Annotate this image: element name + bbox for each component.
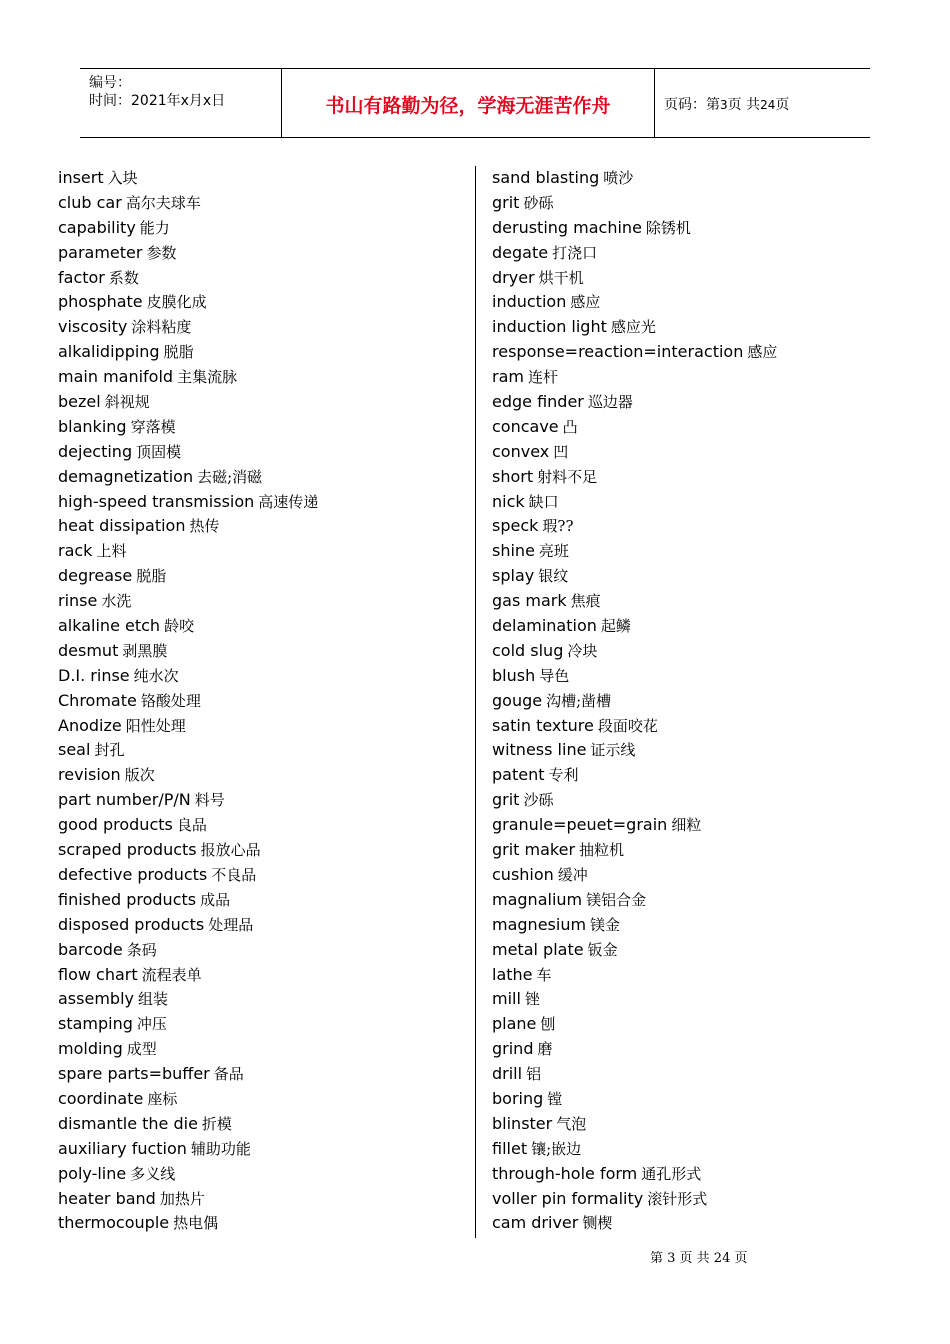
- page-total: 24: [760, 98, 776, 112]
- glossary-entry: [58, 738, 318, 763]
- term-english: plane: [492, 1014, 537, 1034]
- term-chinese: 去磁;消磁: [197, 467, 263, 486]
- term-chinese: 折模: [201, 1114, 232, 1133]
- glossary-entry: [492, 664, 777, 689]
- term-english: boring: [492, 1088, 544, 1108]
- term-english: through-hole form: [492, 1163, 638, 1183]
- term-english: concave: [492, 416, 559, 436]
- term-chinese: 喷沙: [603, 169, 634, 187]
- page-prefix: 页码：第: [664, 97, 720, 113]
- term-english: factor: [58, 267, 105, 287]
- left-glossary-column: [58, 166, 318, 1236]
- term-chinese: 成品: [200, 890, 231, 909]
- glossary-entry: [58, 539, 318, 564]
- glossary-entry: [492, 1162, 777, 1187]
- term-chinese: 瑕??: [542, 517, 574, 536]
- glossary-entry: [492, 888, 777, 913]
- glossary-entry: [492, 440, 777, 465]
- glossary-entry: [58, 490, 318, 515]
- glossary-entry: [58, 714, 318, 739]
- term-english: rinse: [58, 591, 98, 611]
- term-english: drill: [492, 1064, 523, 1084]
- glossary-entry: [492, 714, 777, 739]
- term-english: dejecting: [58, 441, 133, 461]
- page-footer: 第 3 页 共 24 页: [650, 1251, 748, 1266]
- glossary-entry: [58, 1162, 318, 1187]
- term-chinese: 流程表单: [141, 965, 202, 984]
- term-english: main manifold: [58, 367, 174, 387]
- term-chinese: 涂料粘度: [131, 318, 192, 337]
- term-english: lathe: [492, 964, 533, 984]
- term-english: short: [492, 466, 534, 486]
- term-chinese: 感应: [747, 343, 778, 362]
- glossary-entry: [492, 1187, 777, 1212]
- term-chinese: 加热片: [159, 1189, 205, 1208]
- term-chinese: 打浇口: [552, 243, 598, 262]
- glossary-entry: [58, 241, 318, 266]
- term-english: derusting machine: [492, 217, 642, 237]
- glossary-entry: [58, 1012, 318, 1037]
- glossary-entry: [492, 738, 777, 763]
- term-english: grit: [492, 790, 520, 810]
- term-chinese: 参数: [146, 243, 177, 262]
- glossary-entry: [58, 564, 318, 589]
- term-chinese: 冷块: [567, 641, 598, 660]
- term-english: defective products: [58, 864, 208, 884]
- term-chinese: 纯水次: [133, 666, 179, 685]
- term-chinese: 凹: [553, 442, 569, 461]
- term-chinese: 锉: [524, 990, 540, 1009]
- term-chinese: 细粒: [671, 816, 702, 835]
- term-chinese: 脱脂: [136, 567, 167, 586]
- glossary-entry: [492, 1112, 777, 1137]
- term-english: nick: [492, 491, 525, 511]
- term-chinese: 良品: [176, 816, 207, 835]
- term-chinese: 镗: [547, 1089, 563, 1108]
- term-chinese: 热电偶: [173, 1214, 219, 1233]
- right-glossary-column: [492, 166, 777, 1236]
- glossary-entry: [58, 614, 318, 639]
- term-english: poly-line: [58, 1163, 127, 1183]
- term-english: granule=peuet=grain: [492, 815, 668, 835]
- term-chinese: 主集流脉: [177, 368, 238, 387]
- term-chinese: 专利: [548, 766, 579, 785]
- glossary-entry: [492, 639, 777, 664]
- glossary-entry: [492, 390, 777, 415]
- term-chinese: 入块: [107, 169, 138, 187]
- term-english: mill: [492, 989, 521, 1009]
- term-english: convex: [492, 441, 550, 461]
- term-chinese: 镁铝合金: [586, 890, 647, 909]
- term-chinese: 处理品: [208, 915, 254, 934]
- glossary-entry: [492, 539, 777, 564]
- glossary-entry: [492, 1037, 777, 1062]
- page-current: 3: [720, 98, 728, 112]
- term-chinese: 焦痕: [570, 592, 601, 611]
- term-chinese: 气泡: [556, 1114, 587, 1133]
- page-indicator: [664, 94, 789, 114]
- term-english: assembly: [58, 989, 134, 1009]
- term-chinese: 不良品: [211, 865, 257, 884]
- glossary-entry: [58, 290, 318, 315]
- glossary-entry: [58, 315, 318, 340]
- term-chinese: 辅助功能: [190, 1139, 251, 1158]
- glossary-entry: [492, 863, 777, 888]
- term-english: phosphate: [58, 292, 143, 312]
- term-chinese: 座标: [147, 1089, 178, 1108]
- term-english: shine: [492, 541, 535, 561]
- term-english: edge finder: [492, 392, 584, 412]
- term-chinese: 刨: [540, 1015, 556, 1034]
- term-chinese: 凸: [562, 417, 578, 436]
- term-english: magnalium: [492, 889, 583, 909]
- term-english: speck: [492, 516, 539, 536]
- term-english: induction light: [492, 317, 607, 337]
- term-chinese: 组装: [137, 990, 168, 1009]
- term-english: viscosity: [58, 317, 128, 337]
- term-chinese: 沙砾: [523, 791, 554, 810]
- term-english: delamination: [492, 616, 597, 636]
- term-chinese: 磨: [537, 1040, 553, 1059]
- term-english: blinster: [492, 1113, 553, 1133]
- term-english: capability: [58, 217, 136, 237]
- term-english: splay: [492, 566, 535, 586]
- glossary-entry: [492, 290, 777, 315]
- glossary-entry: [58, 1211, 318, 1236]
- term-english: heat dissipation: [58, 516, 186, 536]
- term-english: club car: [58, 192, 122, 212]
- term-chinese: 铡楔: [582, 1214, 613, 1233]
- term-chinese: 热传: [189, 517, 220, 536]
- term-english: patent: [492, 765, 545, 785]
- glossary-entry: [58, 913, 318, 938]
- glossary-entry: [58, 1187, 318, 1212]
- term-chinese: 系数: [108, 268, 139, 287]
- term-chinese: 感应: [570, 293, 601, 312]
- glossary-entry: [58, 1087, 318, 1112]
- glossary-entry: [492, 1062, 777, 1087]
- term-chinese: 成型: [126, 1040, 157, 1059]
- glossary-entry: [58, 888, 318, 913]
- glossary-entry: [492, 838, 777, 863]
- term-english: seal: [58, 740, 91, 760]
- term-english: blush: [492, 665, 536, 685]
- term-english: D.I. rinse: [58, 665, 130, 685]
- term-english: bezel: [58, 392, 101, 412]
- term-chinese: 版次: [124, 766, 155, 785]
- header-page-cell: [655, 69, 870, 137]
- term-english: desmut: [58, 640, 119, 660]
- glossary-entry: [492, 266, 777, 291]
- term-chinese: 滚针形式: [647, 1189, 708, 1208]
- glossary-entry: [58, 191, 318, 216]
- term-english: demagnetization: [58, 466, 194, 486]
- glossary-entry: [58, 963, 318, 988]
- term-english: part number/P/N: [58, 790, 191, 810]
- glossary-entry: [492, 216, 777, 241]
- glossary-entry: [492, 315, 777, 340]
- term-chinese: 料号: [194, 791, 225, 810]
- term-chinese: 铝: [526, 1065, 542, 1084]
- term-chinese: 报放心品: [200, 841, 261, 860]
- term-english: blanking: [58, 416, 127, 436]
- term-english: high-speed transmission: [58, 491, 255, 511]
- term-chinese: 封孔: [94, 741, 125, 760]
- term-chinese: 顶固模: [136, 442, 182, 461]
- term-chinese: 通孔形式: [641, 1164, 702, 1183]
- term-english: coordinate: [58, 1088, 144, 1108]
- term-english: thermocouple: [58, 1213, 170, 1233]
- term-english: dismantle the die: [58, 1113, 198, 1133]
- glossary-entry: [492, 913, 777, 938]
- glossary-entry: [58, 689, 318, 714]
- term-english: revision: [58, 765, 121, 785]
- term-chinese: 水洗: [101, 592, 132, 611]
- term-english: good products: [58, 815, 173, 835]
- term-english: dryer: [492, 267, 535, 287]
- term-english: cushion: [492, 864, 554, 884]
- term-chinese: 缺口: [528, 492, 559, 511]
- term-chinese: 起鳞: [600, 617, 631, 636]
- glossary-entry: [492, 490, 777, 515]
- term-english: Anodize: [58, 715, 122, 735]
- term-english: molding: [58, 1039, 123, 1059]
- term-chinese: 缓冲: [557, 865, 588, 884]
- glossary-entry: [58, 589, 318, 614]
- term-english: satin texture: [492, 715, 594, 735]
- term-chinese: 高速传递: [258, 492, 319, 511]
- term-chinese: 抽粒机: [579, 841, 625, 860]
- glossary-entry: [492, 813, 777, 838]
- term-chinese: 砂砾: [523, 193, 554, 212]
- term-chinese: 巡边器: [587, 393, 633, 412]
- term-english: rack: [58, 541, 93, 561]
- term-chinese: 龄咬: [164, 617, 195, 636]
- term-chinese: 亮班: [538, 542, 569, 561]
- page-suffix: 页: [775, 97, 790, 113]
- glossary-entry: [58, 465, 318, 490]
- glossary-entry: [58, 1062, 318, 1087]
- term-english: magnesium: [492, 914, 587, 934]
- glossary-entry: [58, 987, 318, 1012]
- term-english: degate: [492, 242, 549, 262]
- term-english: voller pin formality: [492, 1188, 644, 1208]
- term-english: barcode: [58, 939, 123, 959]
- glossary-entry: [58, 788, 318, 813]
- glossary-entry: [492, 589, 777, 614]
- glossary-entry: [492, 1012, 777, 1037]
- term-english: stamping: [58, 1014, 133, 1034]
- term-chinese: 上料: [96, 542, 127, 561]
- term-chinese: 感应光: [610, 318, 656, 337]
- term-chinese: 沟槽;凿槽: [546, 691, 612, 710]
- glossary-entry: [492, 465, 777, 490]
- term-english: parameter: [58, 242, 143, 262]
- glossary-entry: [58, 415, 318, 440]
- term-english: cold slug: [492, 640, 564, 660]
- term-english: fillet: [492, 1138, 528, 1158]
- glossary-entry: [492, 1087, 777, 1112]
- term-chinese: 阳性处理: [125, 716, 186, 735]
- glossary-entry: [58, 440, 318, 465]
- glossary-entry: [492, 564, 777, 589]
- term-english: induction: [492, 292, 567, 312]
- glossary-entry: [492, 340, 777, 365]
- term-chinese: 备品: [213, 1065, 244, 1084]
- number-label: 编号：: [89, 75, 131, 91]
- glossary-entry: [492, 415, 777, 440]
- term-chinese: 能力: [139, 218, 170, 237]
- term-chinese: 银纹: [538, 567, 569, 586]
- glossary-entry: [58, 863, 318, 888]
- glossary-entry: [492, 1137, 777, 1162]
- term-english: finished products: [58, 889, 197, 909]
- glossary-entry: [58, 216, 318, 241]
- term-chinese: 多义线: [130, 1164, 176, 1183]
- term-chinese: 射料不足: [537, 467, 598, 486]
- term-english: grit: [492, 192, 520, 212]
- term-chinese: 冲压: [136, 1015, 167, 1034]
- term-chinese: 条码: [126, 940, 157, 959]
- glossary-entry: [492, 938, 777, 963]
- glossary-entry: [58, 514, 318, 539]
- term-english: metal plate: [492, 939, 584, 959]
- term-chinese: 剥黑膜: [122, 641, 168, 660]
- term-english: gouge: [492, 690, 543, 710]
- term-chinese: 斜视规: [104, 393, 150, 412]
- column-divider: [475, 166, 476, 1238]
- glossary-entry: [492, 365, 777, 390]
- glossary-entry: [492, 963, 777, 988]
- term-chinese: 高尔夫球车: [125, 193, 201, 212]
- term-chinese: 除锈机: [645, 218, 691, 237]
- term-english: Chromate: [58, 690, 137, 710]
- motto: 书山有路勤为径，学海无涯苦作舟: [325, 95, 611, 117]
- glossary-entry: [58, 1137, 318, 1162]
- term-english: scraped products: [58, 840, 197, 860]
- glossary-entry: [58, 938, 318, 963]
- term-english: alkaline etch: [58, 616, 161, 636]
- term-english: grit maker: [492, 840, 576, 860]
- glossary-entry: [58, 763, 318, 788]
- term-english: response=reaction=interaction: [492, 342, 744, 362]
- term-chinese: 铬酸处理: [140, 691, 201, 710]
- term-english: auxiliary fuction: [58, 1138, 187, 1158]
- glossary-entry: [492, 788, 777, 813]
- glossary-entry: [58, 1037, 318, 1062]
- term-chinese: 烘干机: [538, 268, 584, 287]
- glossary-entry: [492, 166, 777, 191]
- term-english: alkalidipping: [58, 342, 160, 362]
- term-english: flow chart: [58, 964, 138, 984]
- term-chinese: 车: [536, 965, 552, 984]
- term-english: heater band: [58, 1188, 156, 1208]
- term-english: insert: [58, 168, 104, 187]
- glossary-entry: [58, 838, 318, 863]
- glossary-entry: [492, 614, 777, 639]
- glossary-entry: [58, 266, 318, 291]
- glossary-entry: [492, 987, 777, 1012]
- glossary-entry: [58, 1112, 318, 1137]
- term-english: spare parts=buffer: [58, 1064, 210, 1084]
- term-chinese: 穿落模: [130, 417, 176, 436]
- term-chinese: 段面咬花: [597, 716, 658, 735]
- glossary-entry: [58, 166, 318, 191]
- term-english: disposed products: [58, 914, 205, 934]
- glossary-entry: [58, 390, 318, 415]
- glossary-entry: [492, 514, 777, 539]
- term-chinese: 皮膜化成: [146, 293, 207, 312]
- term-chinese: 证示线: [590, 741, 636, 760]
- glossary-entry: [492, 763, 777, 788]
- term-chinese: 脱脂: [163, 343, 194, 362]
- term-chinese: 导色: [539, 666, 570, 685]
- time-label: 时间：2021年x月x日: [89, 93, 226, 109]
- glossary-entry: [492, 1211, 777, 1236]
- term-english: sand blasting: [492, 168, 600, 187]
- term-english: witness line: [492, 740, 587, 760]
- term-chinese: 连杆: [527, 368, 558, 387]
- term-english: cam driver: [492, 1213, 579, 1233]
- glossary-entry: [492, 689, 777, 714]
- term-chinese: 镁金: [590, 915, 621, 934]
- glossary-entry: [492, 241, 777, 266]
- term-chinese: 镶;嵌边: [531, 1139, 582, 1158]
- glossary-entry: [58, 365, 318, 390]
- term-english: ram: [492, 367, 524, 387]
- page-mid: 页 共: [727, 97, 761, 113]
- header-info-cell: [80, 69, 282, 137]
- glossary-entry: [58, 340, 318, 365]
- header-motto-cell: [282, 69, 655, 137]
- page-header: [80, 68, 870, 138]
- term-english: gas mark: [492, 591, 567, 611]
- glossary-entry: [58, 664, 318, 689]
- glossary-entry: [58, 813, 318, 838]
- term-chinese: 钣金: [587, 940, 618, 959]
- term-english: grind: [492, 1039, 534, 1059]
- glossary-entry: [492, 191, 777, 216]
- glossary-entry: [58, 639, 318, 664]
- term-english: degrease: [58, 566, 133, 586]
